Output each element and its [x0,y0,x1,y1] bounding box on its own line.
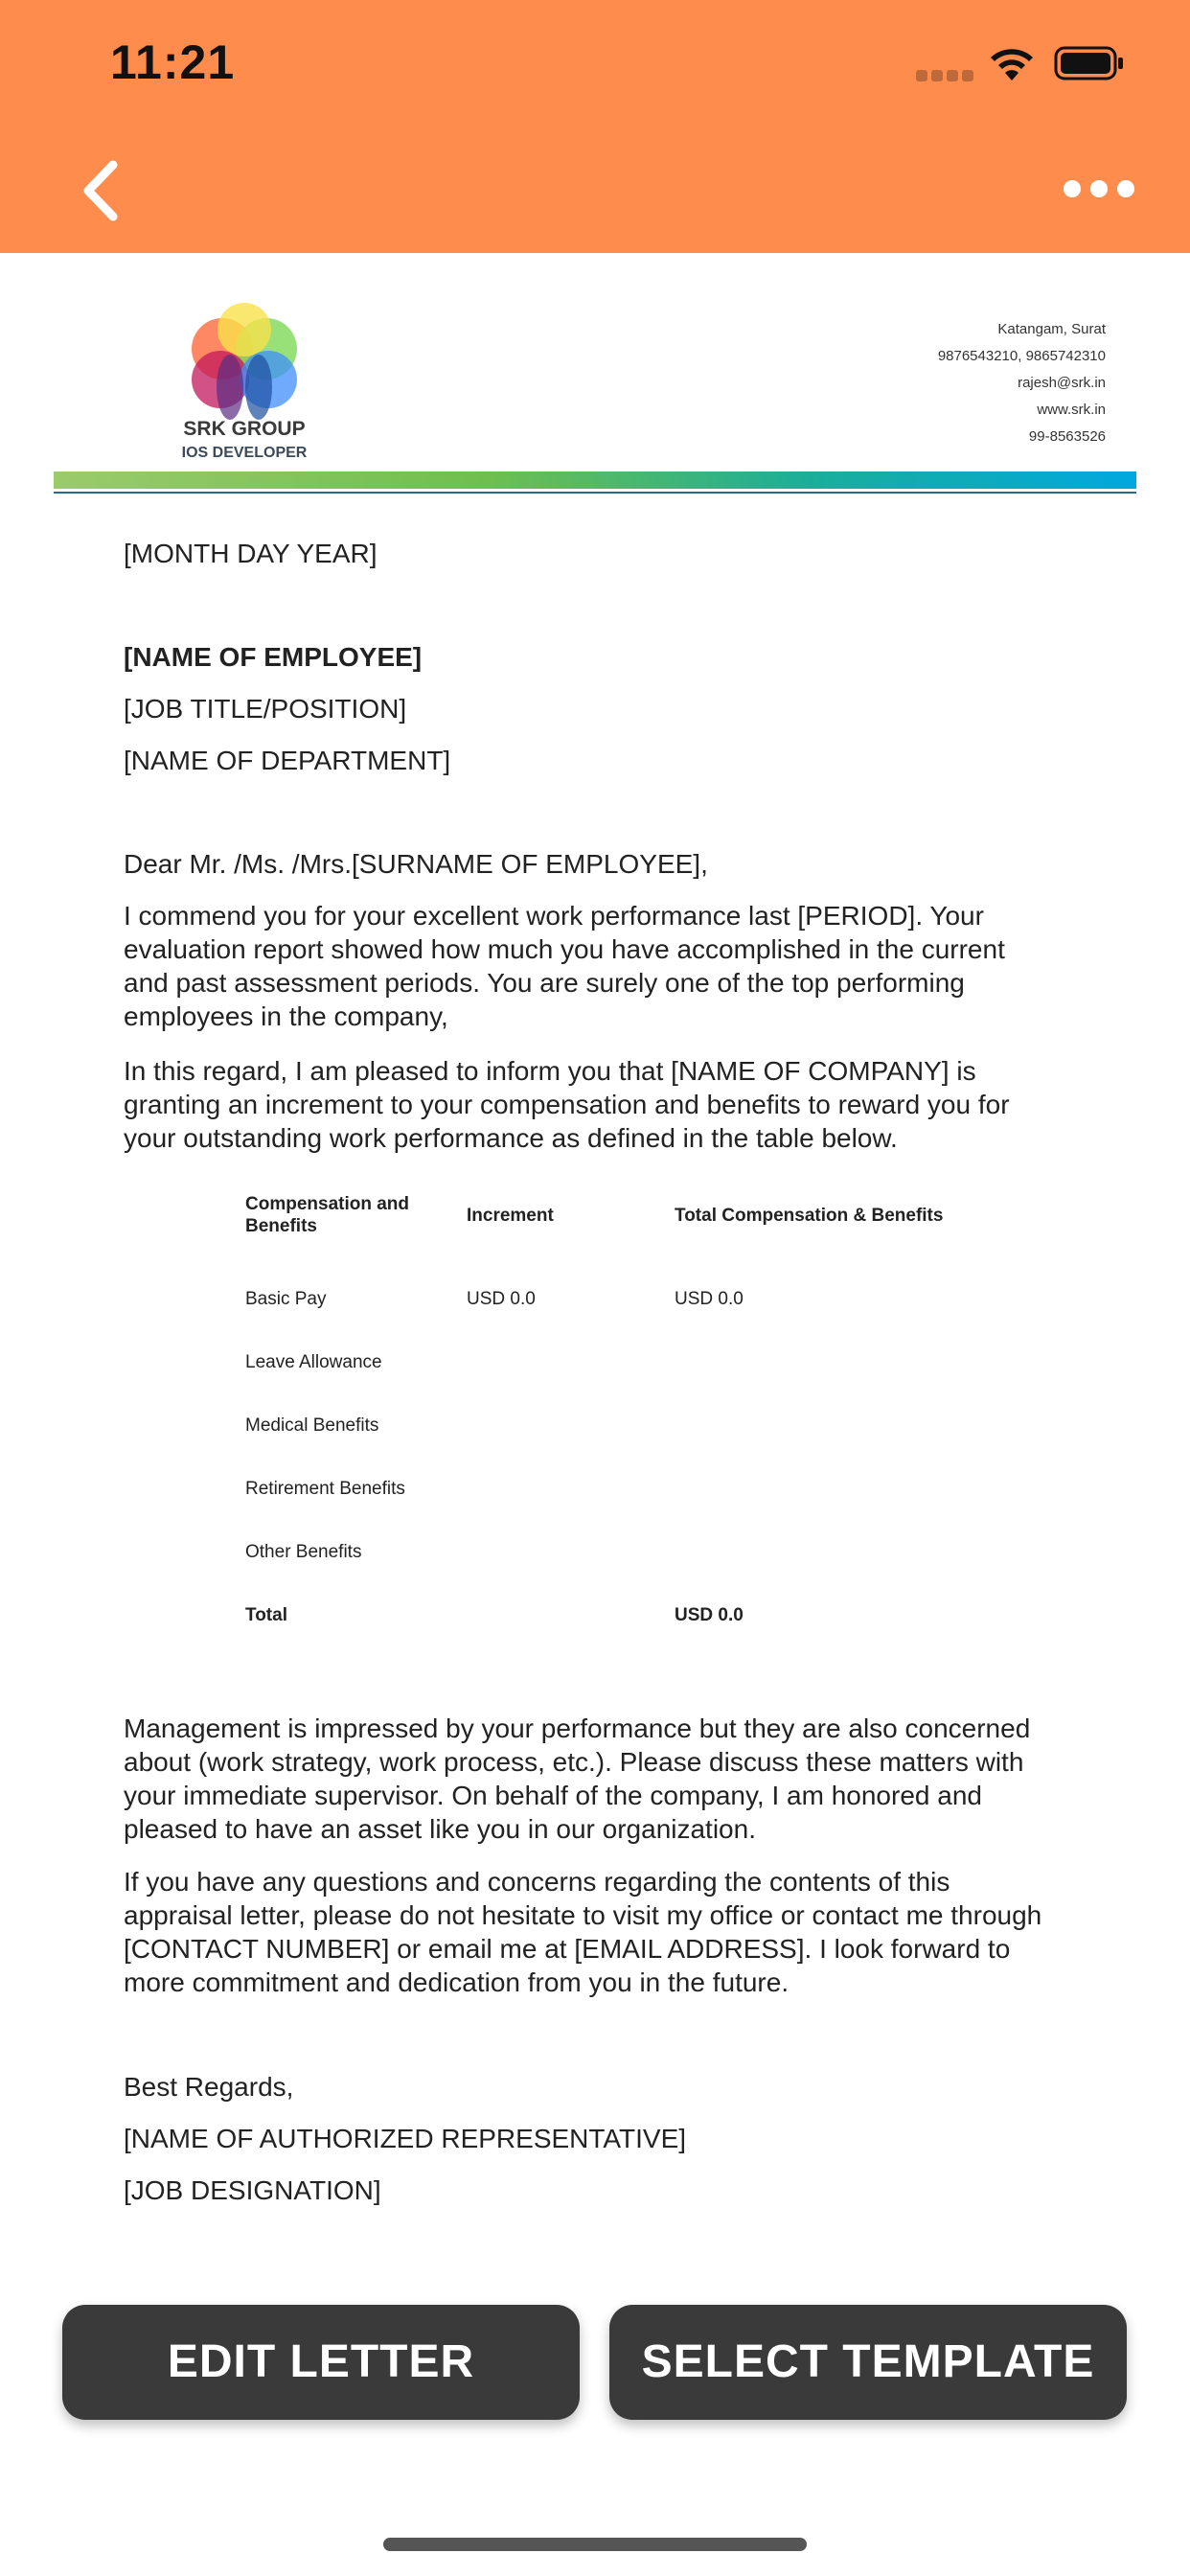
battery-icon [1054,46,1125,80]
table-header-cell: Increment [467,1206,554,1226]
closing: Best Regards, [124,2072,294,2102]
table-cell: USD 0.0 [675,1605,744,1625]
table-row [245,1415,1012,1479]
table-header [245,1193,1012,1289]
back-chevron-icon[interactable] [77,157,125,224]
compensation-table [245,1193,1012,1668]
letter-date: [MONTH DAY YEAR] [124,539,378,568]
company-name: SRK GROUP [183,418,306,440]
job-designation: [JOB DESIGNATION] [124,2175,381,2205]
header-rule [54,492,1136,494]
table-cell: Total [245,1605,287,1625]
contact-phone: 9876543210, 9865742310 [937,348,1106,364]
table-header-cell: Total Compensation & Benefits [675,1206,944,1226]
more-options-icon[interactable] [1064,180,1144,202]
contact-address: Katangam, Surat [997,321,1106,337]
edit-letter-button[interactable]: EDIT LETTER [62,2305,580,2420]
home-indicator[interactable] [383,2538,807,2551]
job-title: [JOB TITLE/POSITION] [124,694,407,724]
table-total-row [245,1605,1012,1668]
contact-block [938,316,1106,450]
contact-website: www.srk.in [1037,402,1106,418]
table-row [245,1352,1012,1415]
paragraph-3: Management is impressed by your performance but they are also concerned about (work strategy, work process, etc.). Please discuss these matters with your immediate supervisor. On behalf of the company, I am honored and pleased to have an asset like you in our organization. [124,1714,1031,1844]
wifi-icon [987,44,1037,82]
paragraph-2: In this regard, I am pleased to inform you that [NAME OF COMPANY] is granting an increment to your compensation and benefits to reward you for your outstanding work performance as defined in the table below. [124,1056,1010,1153]
contact-email: rajesh@srk.in [1018,375,1106,391]
table-row [245,1542,1012,1605]
salutation: Dear Mr. /Ms. /Mrs.[SURNAME OF EMPLOYEE], [124,849,708,879]
nav-bar [0,134,1190,253]
company-tagline: IOS DEVELOPER [181,445,308,461]
contact-fax: 99-8563526 [1028,428,1106,445]
employee-name: [NAME OF EMPLOYEE] [124,642,423,672]
cellular-signal-icon [916,69,977,86]
table-row [245,1289,1012,1352]
table-cell: Medical Benefits [245,1415,379,1436]
company-logo [172,301,316,426]
paragraph-1: I commend you for your excellent work performance last [PERIOD]. Your evaluation report showed how much you have accomplished in the current and past assessment periods. You are surely one of the top performing employees in the company, [124,901,1005,1031]
table-cell: Leave Allowance [245,1352,382,1372]
table-cell: Other Benefits [245,1542,362,1562]
table-header-cell: Compensation and Benefits [245,1194,410,1236]
paragraph-4: If you have any questions and concerns regarding the contents of this appraisal letter, please do not hesitate to visit my office or contact me through [CONTACT NUMBER] or email me at [EMAIL ADDRESS]. I look forward to more commitment and dedication from you in the future. [124,1867,1042,1997]
status-bar [0,0,1190,134]
department: [NAME OF DEPARTMENT] [124,746,451,775]
table-row [245,1479,1012,1542]
status-time: 11:21 [110,35,236,89]
select-template-button[interactable]: SELECT TEMPLATE [609,2305,1127,2420]
table-cell: Retirement Benefits [245,1479,405,1499]
table-cell: USD 0.0 [675,1289,744,1309]
table-cell: USD 0.0 [467,1289,536,1309]
header-divider [54,472,1136,489]
representative-name: [NAME OF AUTHORIZED REPRESENTATIVE] [124,2124,687,2153]
table-cell: Basic Pay [245,1289,327,1309]
